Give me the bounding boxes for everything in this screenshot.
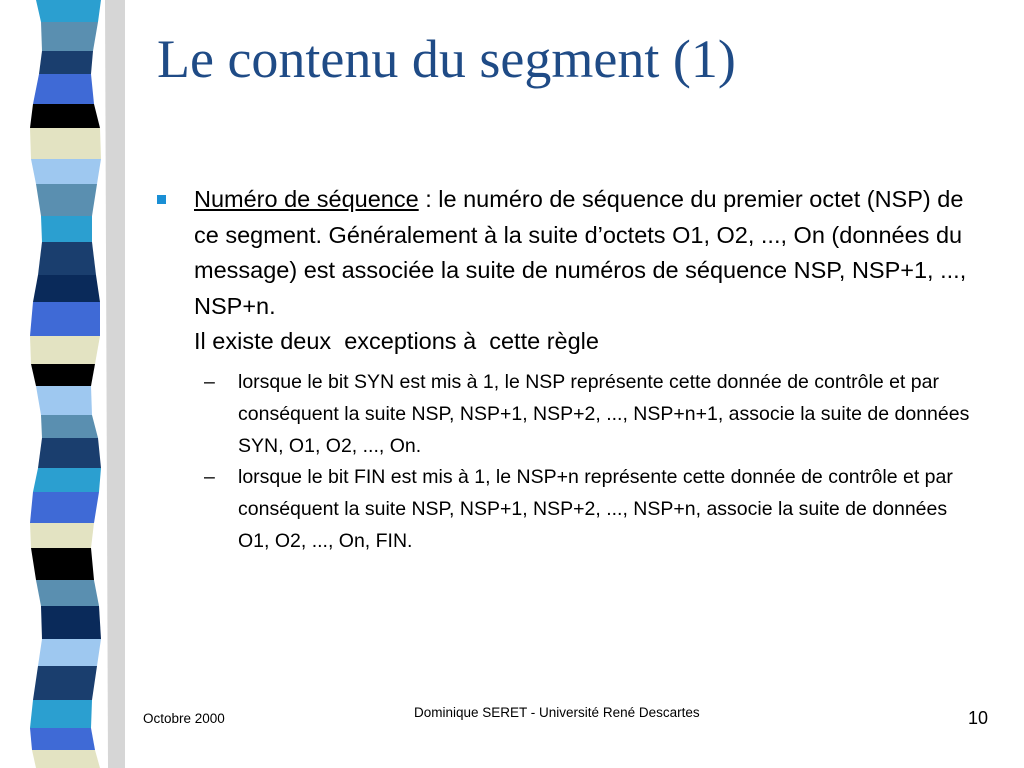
strip-bands (30, 0, 101, 768)
strip-band (38, 639, 101, 666)
strip-band (41, 216, 92, 242)
strip-band (33, 666, 97, 700)
sub-bullet-item (204, 366, 973, 462)
strip-band (33, 468, 101, 492)
strip-band (30, 302, 100, 336)
sub-bullet-item (204, 461, 973, 557)
strip-band (38, 438, 101, 468)
slide-title: Le contenu du segment (1) (157, 29, 736, 89)
strip-band (30, 104, 100, 128)
strip-band (36, 580, 99, 606)
footer-author: Dominique SERET - Université René Descartes (414, 705, 700, 720)
strip-band (41, 606, 101, 639)
strip-band (30, 336, 100, 364)
strip-band (30, 728, 95, 750)
sub-bullet-text-fin: lorsque le bit FIN est mis à 1, le NSP+n représente cette donnée de contrôle et par conséquent la suite NSP, NSP+1, NSP+2, ..., NSP+n, associe la suite de données O1, O2, ..., On, FIN. (238, 466, 953, 552)
strip-band (36, 184, 97, 216)
dash-bullet: – (204, 466, 215, 488)
page-number: 10 (968, 708, 989, 728)
strip-band (31, 159, 101, 184)
strip-band (33, 275, 100, 302)
strip-band (41, 22, 98, 51)
strip-band (36, 386, 92, 415)
strip-band (38, 242, 96, 275)
strip-band (30, 700, 92, 728)
strip-band (32, 750, 100, 768)
main-bullet-item (194, 182, 979, 324)
footer-date: Octobre 2000 (143, 711, 225, 726)
exceptions-note: Il existe deux exceptions à cette règle (194, 328, 599, 354)
sub-bullet-text-syn: lorsque le bit SYN est mis à 1, le NSP représente cette donnée de contrôle et par conséquent la suite NSP, NSP+1, NSP+2, ..., NSP+n+1, associe la suite de données SYN, O1, O2, ..., On. (238, 371, 970, 457)
strip-band (31, 548, 94, 580)
dash-bullet: – (204, 371, 215, 393)
strip-band (39, 51, 93, 74)
strip-band (30, 492, 99, 523)
bullet-text: : le numéro de séquence du premier octet (NSP) de ce segment. Généralement à la suite d’octets O1, O2, ..., On (données du message) est associée la suite de numéros de séquence NSP, NSP+1, ..., NSP+n. (194, 186, 967, 319)
strip-band (36, 0, 101, 22)
strip-band (30, 523, 94, 548)
strip-band (31, 364, 95, 386)
decorative-color-strip (0, 0, 125, 768)
strip-band (41, 415, 98, 438)
bullet-term: Numéro de séquence (194, 186, 419, 212)
strip-band (33, 74, 94, 104)
square-bullet-icon (157, 195, 166, 204)
strip-band (30, 128, 101, 159)
